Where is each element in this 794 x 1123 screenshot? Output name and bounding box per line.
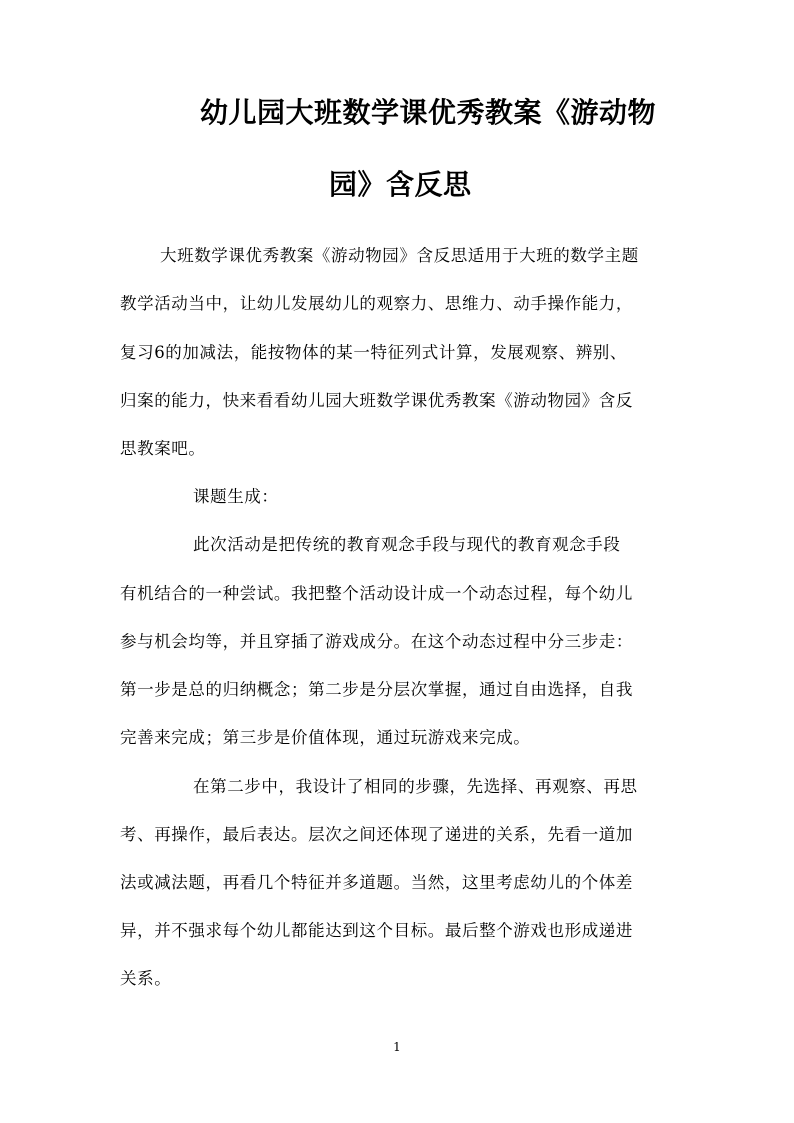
paragraph-1-line-1: 大班数学课优秀教案《游动物园》含反思适用于大班的数学主题 bbox=[160, 246, 639, 265]
page-number: 1 bbox=[393, 1040, 401, 1054]
section-heading-topic-generation: 课题生成： bbox=[193, 487, 279, 506]
paragraph-1-line-2: 教学活动当中，让幼儿发展幼儿的观察力、思维力、动手操作能力， bbox=[120, 294, 633, 313]
paragraph-1-line-3: 复习6的加减法，能按物体的某一特征列式计算，发展观察、辨别、 bbox=[120, 343, 627, 362]
paragraph-1-line-5: 思教案吧。 bbox=[120, 439, 206, 458]
document-title-line-2: 园》含反思 bbox=[329, 168, 472, 201]
document-title-line-1: 幼儿园大班数学课优秀教案《游动物 bbox=[200, 96, 657, 129]
paragraph-4-line-5: 关系。 bbox=[120, 969, 172, 988]
paragraph-1-line-4: 归案的能力，快来看看幼儿园大班数学课优秀教案《游动物园》含反 bbox=[120, 391, 633, 410]
paragraph-3-line-1: 此次活动是把传统的教育观念手段与现代的教育观念手段 bbox=[193, 535, 621, 554]
paragraph-3-line-5: 完善来完成；第三步是价值体现，通过玩游戏来完成。 bbox=[120, 728, 531, 747]
paragraph-3-line-3: 参与机会均等，并且穿插了游戏成分。在这个动态过程中分三步走： bbox=[120, 632, 633, 651]
paragraph-4-line-3: 法或减法题，再看几个特征并多道题。当然，这里考虑幼儿的个体差 bbox=[120, 873, 633, 892]
paragraph-4-line-4: 异，并不强求每个幼儿都能达到这个目标。最后整个游戏也形成递进 bbox=[120, 921, 633, 940]
paragraph-4-line-1: 在第二步中，我设计了相同的步骤，先选择、再观察、再思 bbox=[193, 777, 638, 796]
paragraph-3-line-4: 第一步是总的归纳概念；第二步是分层次掌握，通过自由选择，自我 bbox=[120, 680, 633, 699]
paragraph-3-line-2: 有机结合的一种尝试。我把整个活动设计成一个动态过程，每个幼儿 bbox=[120, 584, 633, 603]
paragraph-4-line-2: 考、再操作，最后表达。层次之间还体现了递进的关系，先看一道加 bbox=[120, 825, 633, 844]
